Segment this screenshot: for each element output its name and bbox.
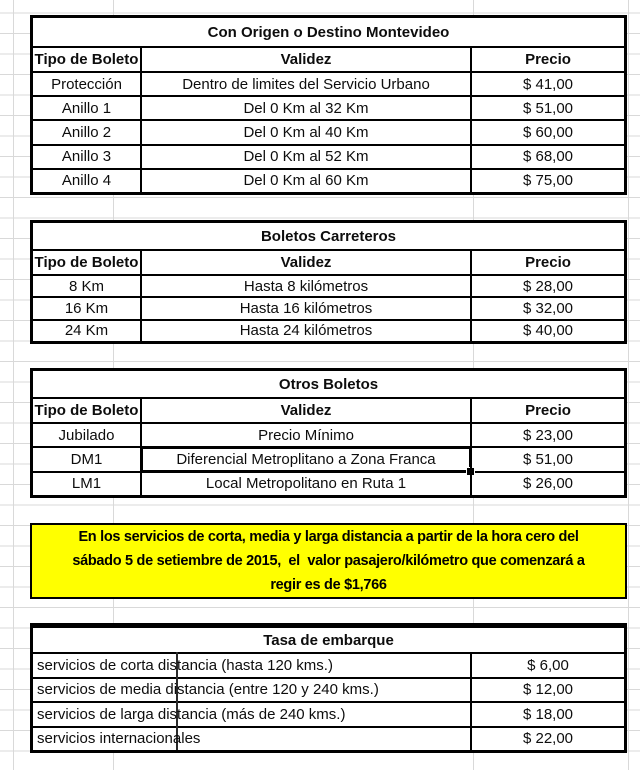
table-boletos-carreteros [30,220,627,344]
cell-tipo-de-boleto[interactable]: LM1 [71,475,102,493]
header-precio[interactable]: Precio [470,251,624,274]
header-precio[interactable]: Precio [470,399,624,422]
header-tipo-de-boleto[interactable]: Tipo de Boleto [34,402,139,419]
cell-precio[interactable]: $ 12,00 [470,679,624,702]
header-tipo-de-boleto[interactable]: Tipo de Boleto [34,254,139,271]
cell-servicio[interactable]: servicios internacionales [37,730,201,748]
table-row [33,119,624,143]
table-header-row [33,46,624,71]
table-row [33,71,624,95]
cell-tipo-de-boleto[interactable]: 16 Km [64,299,109,317]
table-title[interactable]: Con Origen o Destino Montevideo [207,23,450,41]
table-tasa-de-embarque [30,623,627,753]
cell-validez[interactable]: Hasta 24 kilómetros [140,321,470,341]
table-title[interactable]: Boletos Carreteros [260,227,397,245]
table-row [33,422,624,446]
cell-tipo-de-boleto[interactable]: Anillo 2 [61,124,112,141]
cell-precio[interactable]: $ 23,00 [470,424,624,446]
cell-tipo-de-boleto[interactable]: 24 Km [64,322,109,340]
cell-tipo-de-boleto[interactable]: Anillo 4 [61,172,112,190]
notice-line: regir es de $1,766 [270,577,387,593]
header-validez[interactable]: Validez [140,251,470,274]
cell-precio[interactable]: $ 51,00 [470,448,624,470]
notice-line: sábado 5 de setiembre de 2015, el valor pasajero/kilómetro que comenzará a [72,553,585,569]
table-row [33,168,624,192]
table-header-row [33,249,624,274]
table-row [33,446,624,470]
table-title[interactable]: Otros Boletos [278,375,379,393]
cell-validez[interactable]: Del 0 Km al 40 Km [140,121,470,143]
table-title-row [33,18,624,46]
cell-tipo-de-boleto[interactable]: Jubilado [58,426,115,444]
cell-tipo-de-boleto[interactable]: 8 Km [68,277,104,295]
table-row [33,726,624,751]
cell-validez[interactable]: Dentro de limites del Servicio Urbano [140,73,470,95]
cell-precio[interactable]: $ 75,00 [470,170,624,192]
notice-line: En los servicios de corta, media y larga distancia a partir de la hora cero del [78,529,579,545]
cell-precio[interactable]: $ 51,00 [470,97,624,119]
cell-servicio[interactable]: servicios de corta distancia (hasta 120 kms.) [37,656,333,674]
cell-precio[interactable]: $ 22,00 [470,728,624,751]
table-otros-boletos [30,368,627,498]
header-validez[interactable]: Validez [140,399,470,422]
cell-tipo-de-boleto[interactable]: Anillo 1 [61,99,112,117]
table-row [33,296,624,318]
cell-validez-selected[interactable]: Diferencial Metroplitano a Zona Franca [140,448,470,470]
table-row [33,677,624,702]
fare-notice-banner[interactable] [30,523,627,599]
cell-validez[interactable]: Precio Mínimo [140,424,470,446]
cell-precio[interactable]: $ 60,00 [470,121,624,143]
sheet-gridline-vertical [628,0,629,770]
cell-validez[interactable]: Local Metropolitano en Ruta 1 [140,473,470,495]
table-row [33,144,624,168]
cell-tipo-de-boleto[interactable]: Anillo 3 [61,148,112,166]
cell-validez[interactable]: Del 0 Km al 52 Km [140,146,470,168]
table-row [33,95,624,119]
cell-precio[interactable]: $ 68,00 [470,146,624,168]
cell-validez[interactable]: Del 0 Km al 32 Km [140,97,470,119]
cell-tipo-de-boleto[interactable]: Protección [51,75,122,93]
cell-precio[interactable]: $ 41,00 [470,73,624,95]
table-row [33,701,624,726]
table-title-row [33,371,624,397]
table-con-origen-destino-montevideo [30,15,627,195]
cell-precio[interactable]: $ 26,00 [470,473,624,495]
cell-precio[interactable]: $ 40,00 [470,321,624,341]
cell-validez[interactable]: Del 0 Km al 60 Km [140,170,470,192]
table-row [33,652,624,677]
cell-precio[interactable]: $ 18,00 [470,703,624,726]
table-header-row [33,397,624,422]
cell-precio[interactable]: $ 6,00 [470,654,624,677]
cell-servicio[interactable]: servicios de larga distancia (más de 240 kms.) [37,705,346,723]
sheet-gridline-vertical [13,0,14,770]
table-title-row [33,626,624,652]
table-row [33,471,624,495]
table-row [33,274,624,296]
header-tipo-de-boleto[interactable]: Tipo de Boleto [34,51,139,68]
table-row [33,319,624,341]
cell-validez[interactable]: Hasta 16 kilómetros [140,298,470,318]
cell-tipo-de-boleto[interactable]: DM1 [70,450,103,468]
cell-validez[interactable]: Hasta 8 kilómetros [140,276,470,296]
cell-precio[interactable]: $ 32,00 [470,298,624,318]
header-precio[interactable]: Precio [470,48,624,71]
cell-precio[interactable]: $ 28,00 [470,276,624,296]
cell-servicio[interactable]: servicios de media distancia (entre 120 y 240 kms.) [37,681,379,699]
table-title[interactable]: Tasa de embarque [263,631,394,649]
table-title-row [33,223,624,249]
header-validez[interactable]: Validez [140,48,470,71]
